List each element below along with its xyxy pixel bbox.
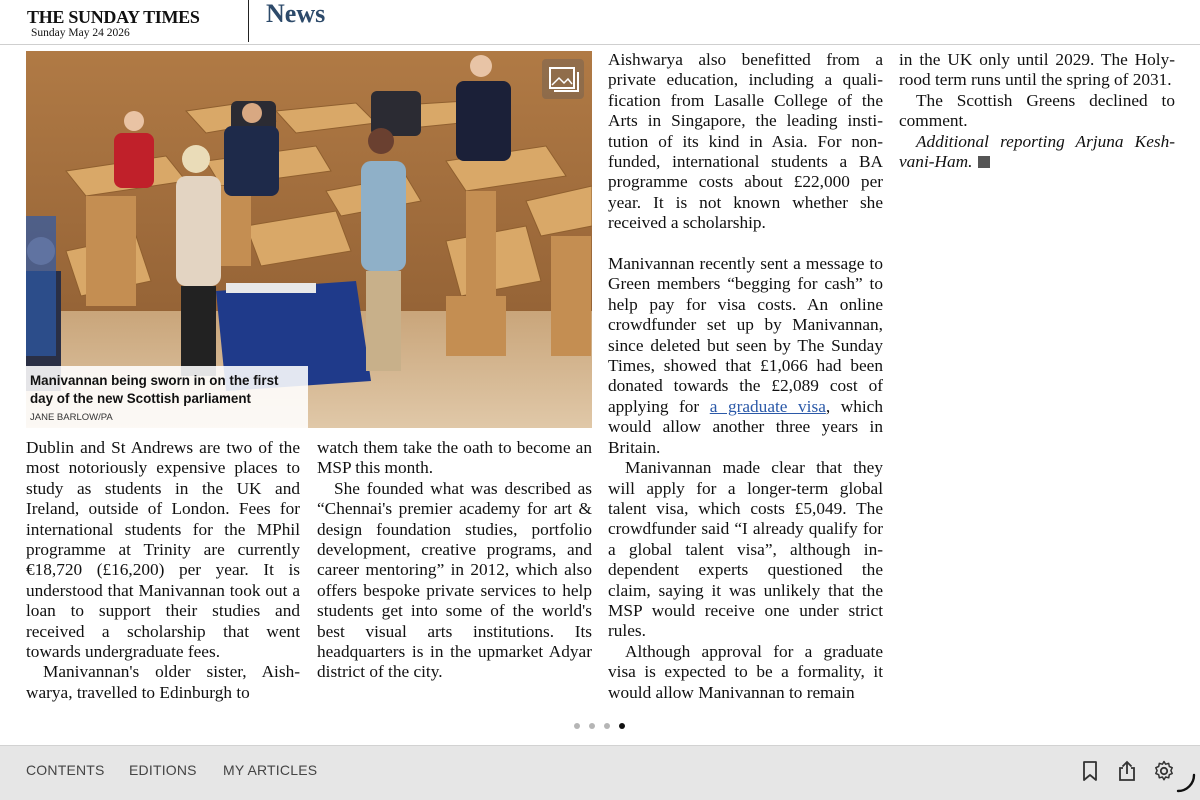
paragraph: Manivannan's older sister, Aishwarya, travelled to Edinburgh to <box>26 662 300 702</box>
header-divider <box>248 0 249 42</box>
paragraph: Aishwarya also benefitted from a private education, including a qualification from Lasalle College of the Arts in Singapore, the leading institution of its kind in Asia. For non-funded, international students a BA programme costs about £22,000 per year. It is not known whether she received a scholarship. <box>608 50 883 233</box>
loading-spinner-icon <box>1174 772 1196 794</box>
masthead <box>0 0 1200 45</box>
article-column-4 <box>899 50 1175 172</box>
photo-caption <box>26 366 308 428</box>
page-dot[interactable] <box>604 723 610 729</box>
my-articles-button[interactable]: MY ARTICLES <box>223 762 318 778</box>
editions-button[interactable]: EDITIONS <box>129 762 197 778</box>
bottom-toolbar <box>0 745 1200 800</box>
share-icon[interactable] <box>1115 759 1139 783</box>
section-title: News <box>266 0 326 28</box>
paragraph: The Scottish Greens declined to comment. <box>899 90 1175 131</box>
paragraph <box>608 254 883 458</box>
bookmark-icon[interactable] <box>1078 759 1102 783</box>
paragraph: Dublin and St Andrews are two of the most notoriously expensive places to study as students in the UK and Ireland, outside of London. Fees for international students for the MPhil programme at Trinity are currently €18,720 (£16,200) per year. It is understood that Manivannan took out a loan to support their studies and received a scholarship that went towards undergraduate fees. <box>26 438 300 662</box>
end-of-article-mark <box>978 156 990 168</box>
paragraph: Although approval for a graduate visa is expected to be a formality, it would allow Manivannan to remain <box>608 641 883 702</box>
paragraph: in the UK only until 2029. The Holyrood term runs until the spring of 2031. <box>899 50 1175 90</box>
graduate-visa-link[interactable]: a graduate visa <box>709 396 826 416</box>
caption-text: Manivannan being sworn in on the first day of the new Scottish parliament <box>30 373 279 406</box>
paragraph: She founded what was described as “Chennai's premier academy for art & design foundation studies, portfolio development, creative programs, and career mentoring” in 2012, which also offers bespoke private services to help students get into some of the world's best visual arts institutions. Its headquarters is in the upmarket Adyar district of the city. <box>317 478 592 682</box>
paragraph-text: , which would allow another three years in Britain. <box>608 396 883 457</box>
article-column-3 <box>608 50 883 703</box>
settings-icon[interactable] <box>1152 759 1176 783</box>
reporting-credit-text: Additional reporting Arjuna Keshvani-Ham. <box>899 131 1175 172</box>
page-dot[interactable] <box>574 723 580 729</box>
article-photo[interactable] <box>26 51 592 428</box>
publication-logo: THE SUNDAY TIMES <box>27 7 200 27</box>
photo-credit: JANE BARLOW/PA <box>30 412 113 423</box>
edition-date: Sunday May 24 2026 <box>31 27 130 39</box>
article-column-2 <box>317 438 592 683</box>
article-column-1 <box>26 438 300 703</box>
contents-button[interactable]: CONTENTS <box>26 762 105 778</box>
paragraph: Manivannan made clear that they will apply for a longer-term global talent visa, which costs £5,049. The crowdfunder said “I already qualify for a global talent visa”, although independent experts questioned the claim, saying it was unlikely that the MSP would receive one under strict rules. <box>608 458 883 641</box>
gallery-icon[interactable] <box>542 59 584 99</box>
paragraph: watch them take the oath to become an MSP this month. <box>317 438 592 478</box>
paragraph-text: Manivannan recently sent a message to Green members “begging for cash” to help pay for visa costs. An online crowdfunder set up by Manivannan, since deleted but seen by The Sunday Times, showed that £1,066 had been donated towards the £2,089 cost of applying for <box>608 254 883 416</box>
page-dot[interactable] <box>589 723 595 729</box>
page-dot-current[interactable] <box>619 723 625 729</box>
reporting-credit <box>899 132 1175 173</box>
